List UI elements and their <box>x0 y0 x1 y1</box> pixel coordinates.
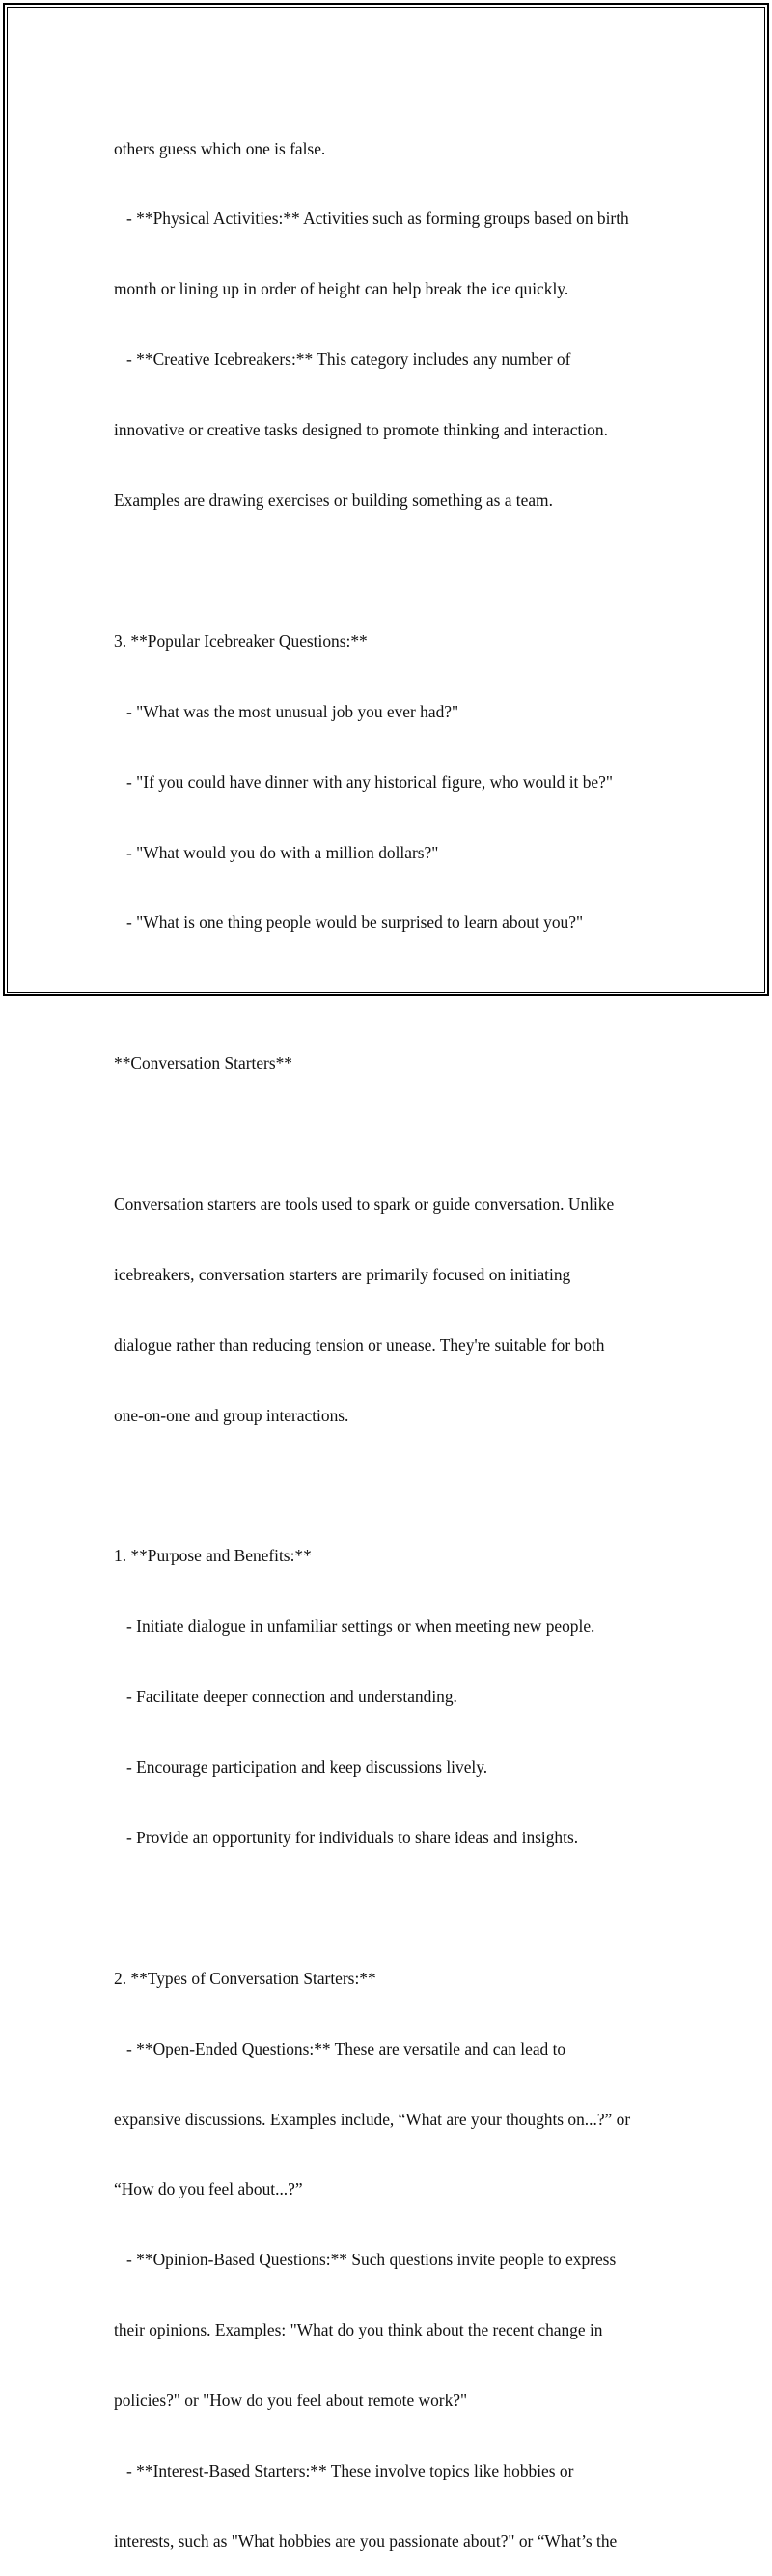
document-body <box>114 90 683 2576</box>
text-line: icebreakers, conversation starters are primarily focused on initiating <box>114 1264 571 1284</box>
text-line: - "What is one thing people would be surprised to learn about you?" <box>114 912 584 933</box>
text-line: expansive discussions. Examples include, “What are your thoughts on...?” or <box>114 2109 631 2129</box>
text-line: - Initiate dialogue in unfamiliar settings or when meeting new people. <box>114 1616 595 1637</box>
text-line: - Provide an opportunity for individuals to share ideas and insights. <box>114 1827 579 1847</box>
text-line: others guess which one is false. <box>114 138 326 158</box>
text-line: - **Creative Icebreakers:** This category includes any number of <box>114 350 571 370</box>
text-line: - "What would you do with a million dollars?" <box>114 842 439 862</box>
text-line: - **Interest-Based Starters:** These involve topics like hobbies or <box>114 2460 574 2480</box>
text-line: policies?" or "How do you feel about remote work?" <box>114 2391 468 2411</box>
blank-line <box>114 981 683 1004</box>
text-line: - **Open-Ended Questions:** These are versatile and can lead to <box>114 2038 566 2058</box>
blank-line <box>114 1896 683 1919</box>
text-line: - Facilitate deeper connection and understanding. <box>114 1687 457 1707</box>
text-line: 1. **Purpose and Benefits:** <box>114 1546 312 1566</box>
text-line: Conversation starters are tools used to spark or guide conversation. Unlike <box>114 1193 615 1214</box>
text-line: dialogue rather than reducing tension or unease. They're suitable for both <box>114 1334 605 1355</box>
text-line: - **Physical Activities:** Activities such as forming groups based on birth <box>114 209 629 229</box>
blank-line <box>114 1122 683 1145</box>
section-heading: **Conversation Starters** <box>114 1053 292 1074</box>
text-line: - Encourage participation and keep discussions lively. <box>114 1757 488 1778</box>
text-line: 2. **Types of Conversation Starters:** <box>114 1968 376 1988</box>
text-line: innovative or creative tasks designed to promote thinking and interaction. <box>114 420 608 440</box>
text-line: - **Opinion-Based Questions:** Such questions invite people to express <box>114 2250 617 2270</box>
text-line: one-on-one and group interactions. <box>114 1405 349 1425</box>
blank-line <box>114 1474 683 1498</box>
text-line: - "What was the most unusual job you ever had?" <box>114 701 459 721</box>
text-line: their opinions. Examples: "What do you think about the recent change in <box>114 2320 603 2340</box>
blank-line <box>114 559 683 582</box>
text-line: - "If you could have dinner with any historical figure, who would it be?" <box>114 771 613 792</box>
text-line: month or lining up in order of height can help break the ice quickly. <box>114 279 569 299</box>
text-line: interests, such as "What hobbies are you passionate about?" or “What’s the <box>114 2531 618 2551</box>
text-line: 3. **Popular Icebreaker Questions:** <box>114 630 368 651</box>
text-line: “How do you feel about...?” <box>114 2179 303 2199</box>
text-line: Examples are drawing exercises or building something as a team. <box>114 490 553 511</box>
